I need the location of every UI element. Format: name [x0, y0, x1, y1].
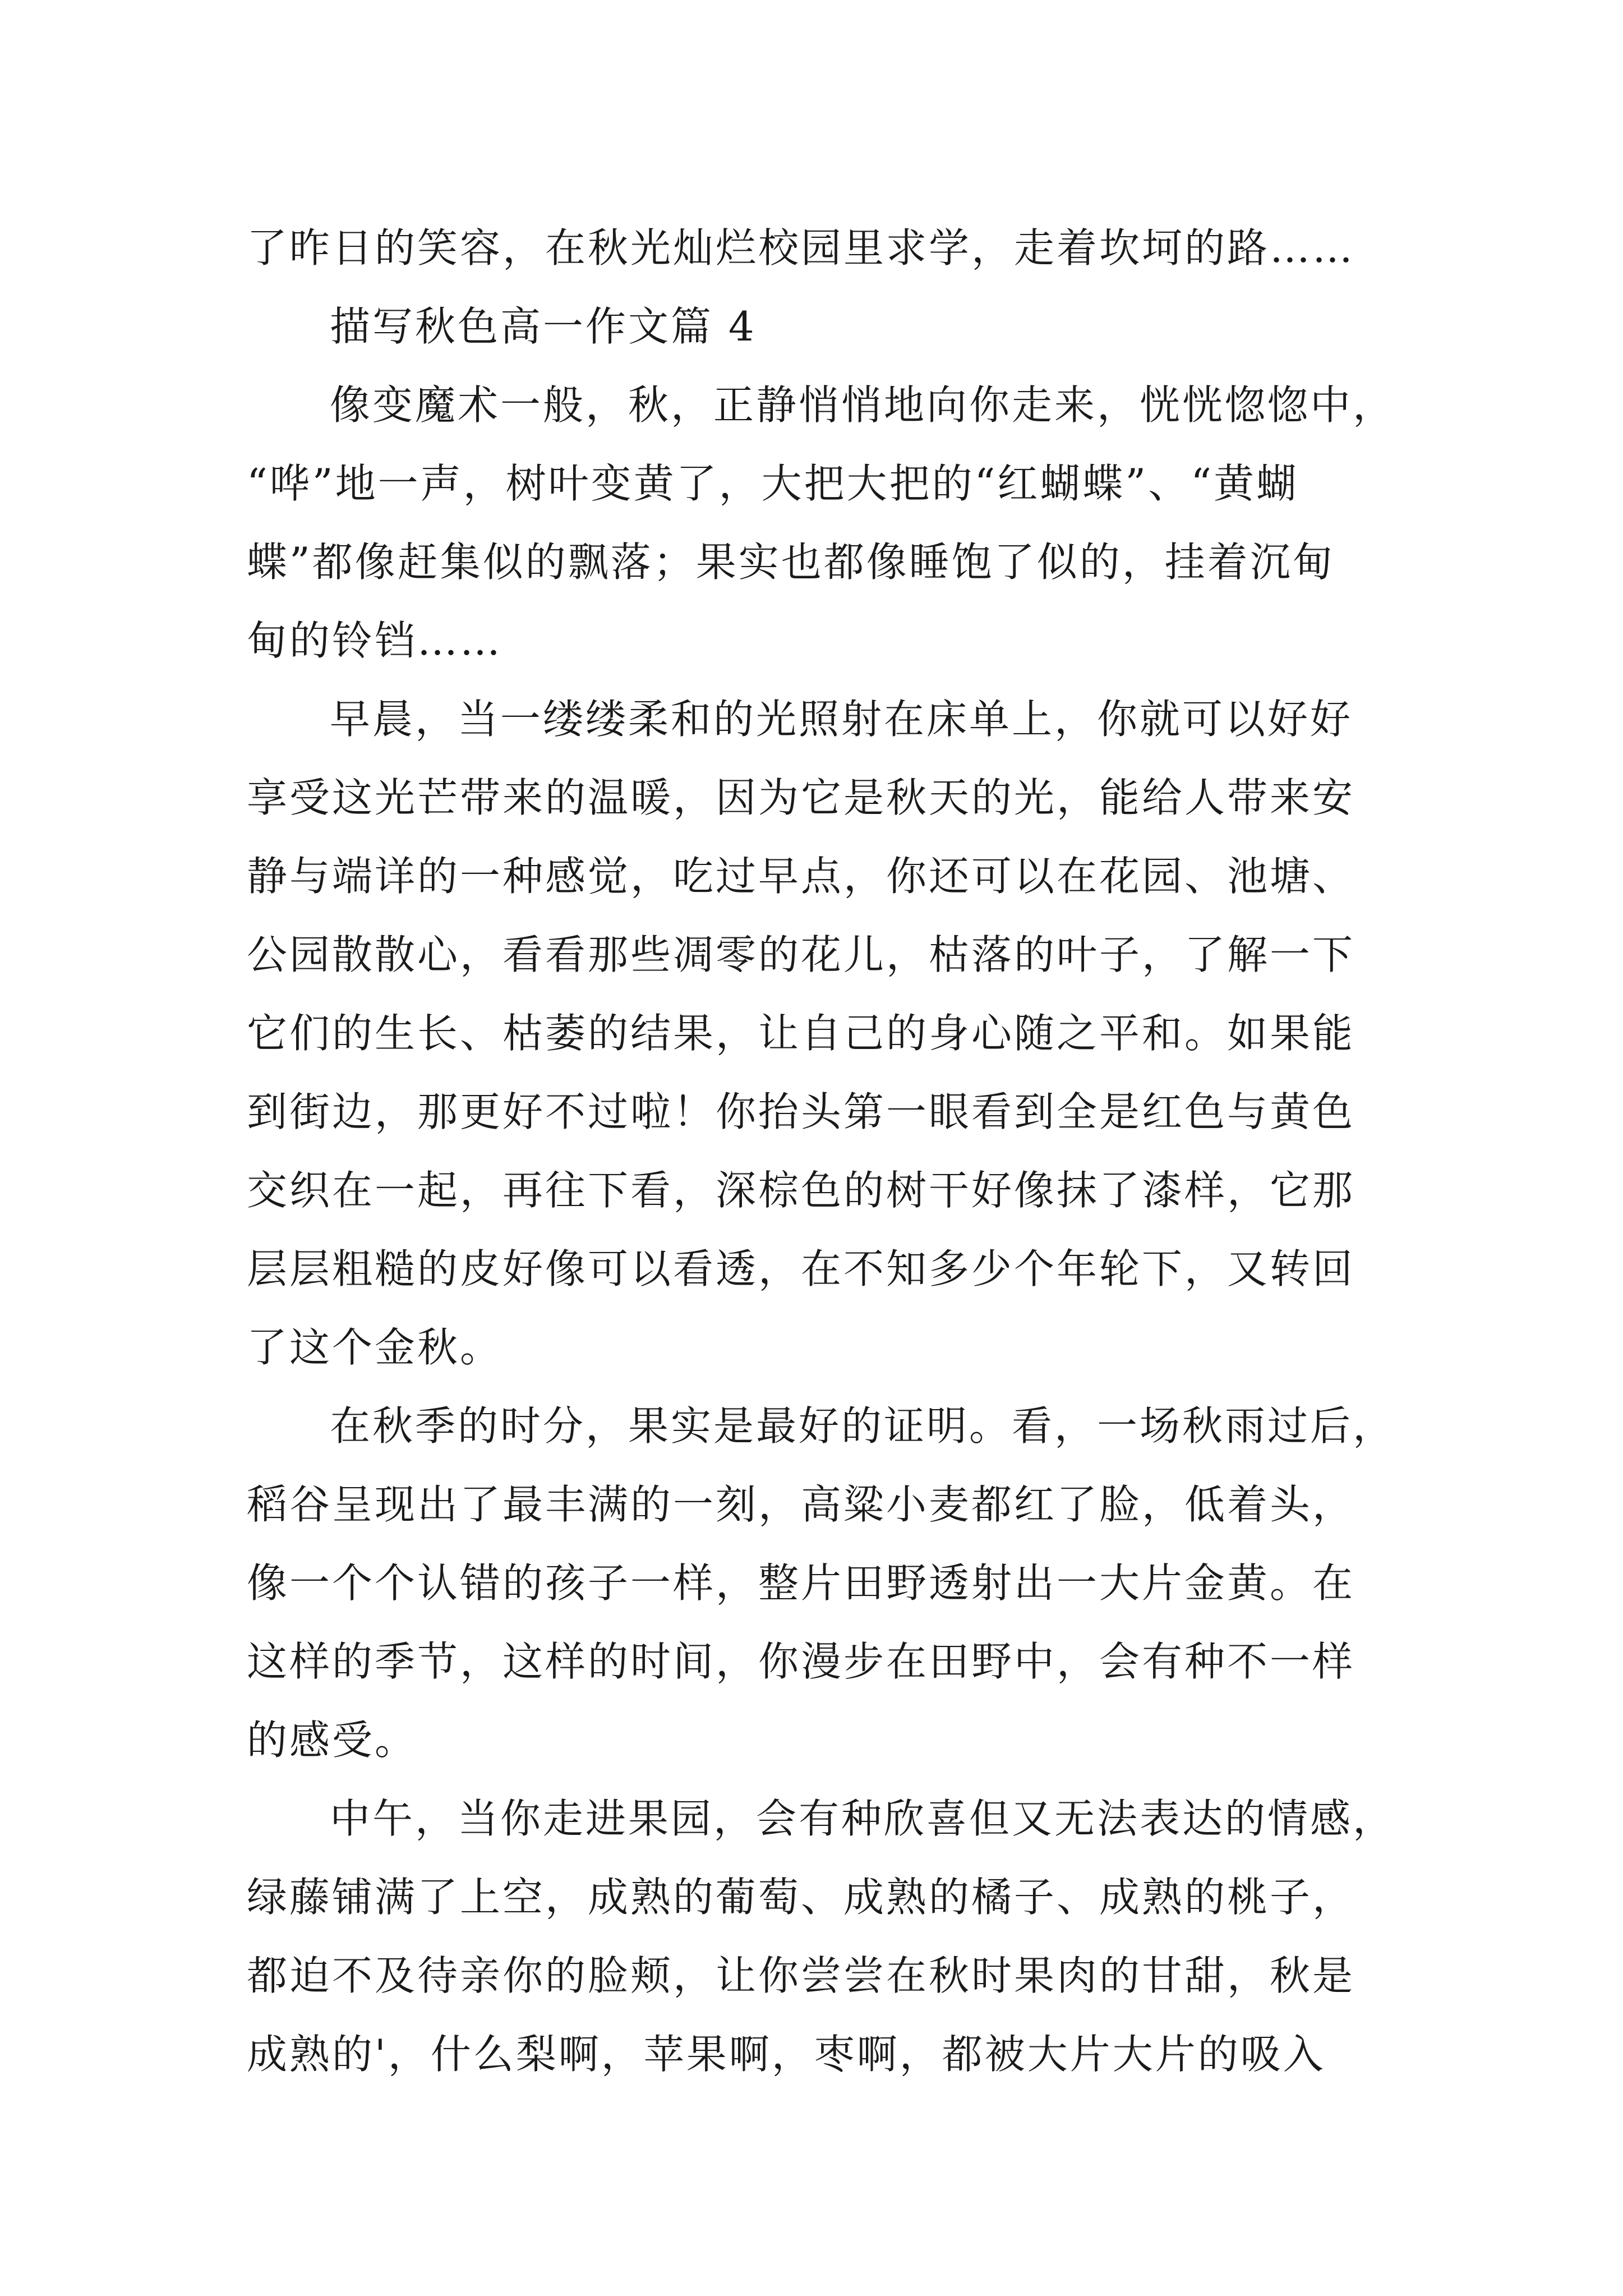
text-line: 早晨，当一缕缕柔和的光照射在床单上，你就可以好好: [330, 696, 1353, 743]
text-line: 稻谷呈现出了最丰满的一刻，高粱小麦都红了脸，低着头，: [247, 1481, 1355, 1528]
text-line: 静与端详的一种感觉，吃过早点，你还可以在花园、池塘、: [247, 853, 1355, 900]
text-line: 像一个个认错的孩子一样，整片田野透射出一大片金黄。在: [247, 1559, 1355, 1607]
text-line: 蝶”都像赶集似的飘落；果实也都像睡饱了似的，挂着沉甸: [247, 539, 1335, 586]
text-line: 像变魔术一般，秋，正静悄悄地向你走来，恍恍惚惚中，: [330, 381, 1396, 429]
text-line: 到街边，那更好不过啦！你抬头第一眼看到全是红色与黄色: [247, 1088, 1355, 1135]
text-line: “哗”地一声，树叶变黄了，大把大把的“红蝴蝶”、“黄蝴: [247, 460, 1299, 507]
text-line: 公园散散心，看看那些凋零的花儿，枯落的叶子，了解一下: [247, 931, 1355, 978]
text-line: 甸的铃铛……: [247, 617, 503, 664]
text-line: 它们的生长、枯萎的结果，让自己的身心随之平和。如果能: [247, 1010, 1355, 1057]
text-line: 都迫不及待亲你的脸颊，让你尝尝在秋时果肉的甘甜，秋是: [247, 1952, 1355, 1999]
text-line: 了昨日的笑容，在秋光灿烂校园里求学，走着坎坷的路……: [247, 224, 1355, 272]
text-line: 享受这光芒带来的温暖，因为它是秋天的光，能给人带来安: [247, 774, 1355, 821]
text-line: 这样的季节，这样的时间，你漫步在田野中，会有种不一样: [247, 1638, 1355, 1685]
text-line: 的感受。: [247, 1717, 418, 1764]
text-line: 在秋季的时分，果实是最好的证明。看，一场秋雨过后，: [330, 1402, 1396, 1450]
text-line: 了这个金秋。: [247, 1324, 503, 1371]
text-line: 成熟的'，什么梨啊，苹果啊，枣啊，都被大片大片的吸入: [247, 2031, 1326, 2078]
text-line: 交织在一起，再往下看，深棕色的树干好像抹了漆样，它那: [247, 1167, 1355, 1214]
text-line: 绿藤铺满了上空，成熟的葡萄、成熟的橘子、成熟的桃子，: [247, 1874, 1355, 1921]
text-line: 中午，当你走进果园，会有种欣喜但又无法表达的情感，: [330, 1795, 1396, 1842]
section-heading: 描写秋色高一作文篇 4: [330, 303, 757, 350]
text-line: 层层粗糙的皮好像可以看透，在不知多少个年轮下，又转回: [247, 1245, 1355, 1292]
essay-text: [247, 209, 1408, 2093]
